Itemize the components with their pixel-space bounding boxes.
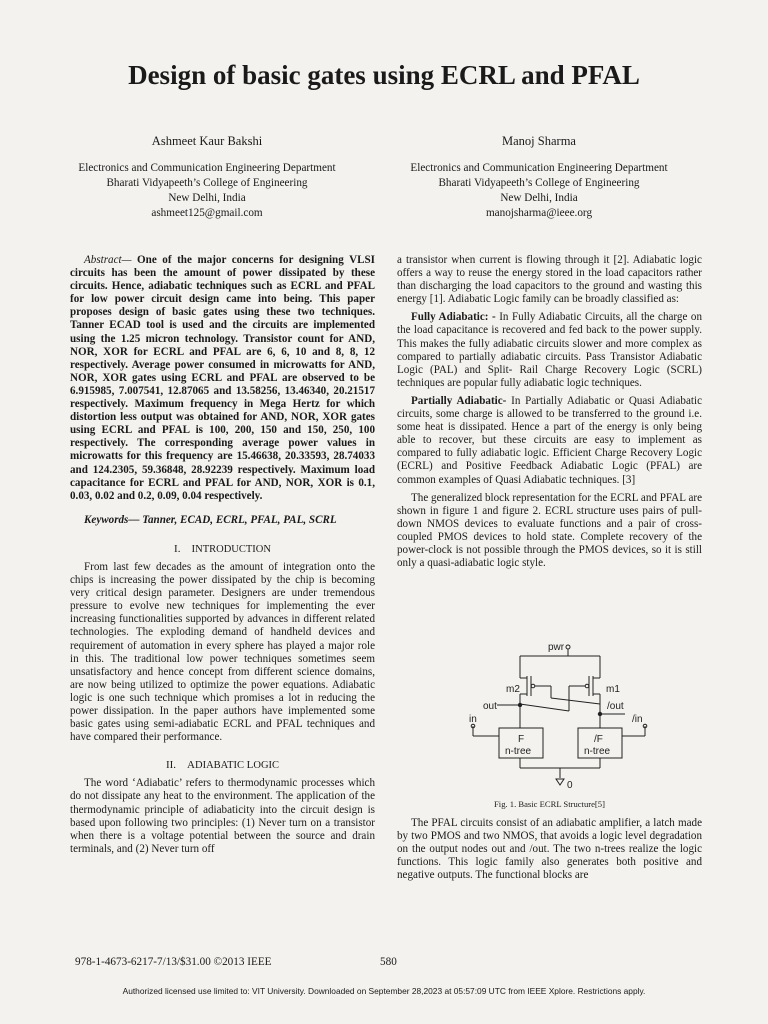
author-dept: Electronics and Communication Engineering Department bbox=[78, 162, 336, 174]
label-nout: /out bbox=[607, 701, 624, 712]
section-numeral: II. bbox=[165, 759, 177, 772]
fully-adiabatic-para bbox=[397, 311, 702, 390]
label-gnd: 0 bbox=[567, 780, 573, 791]
right-para-4: The generalized block representation for the ECRL and PFAL are shown in figure 1 and figure 2. ECRL structure uses pairs of pull-down NMOS devices to evaluate functions and a pair of cross-coupled PMOS devices to hold state. Complete recovery of the power-clock is not possible through the PMOS devices, so it is still only a quasi-adiabatic logic style. bbox=[397, 491, 702, 570]
label-nin: /in bbox=[632, 714, 643, 725]
label-m2: m2 bbox=[506, 684, 520, 695]
section-first-letter: A bbox=[187, 759, 195, 772]
author-name: Manoj Sharma bbox=[502, 134, 576, 148]
author-college: Bharati Vidyapeeth’s College of Engineering bbox=[438, 177, 640, 189]
author-dept: Electronics and Communication Engineering Department bbox=[410, 162, 668, 174]
pwr-node bbox=[566, 645, 570, 649]
left-column bbox=[70, 254, 375, 856]
author-name: Ashmeet Kaur Bakshi bbox=[151, 134, 263, 148]
label-nf: /F bbox=[594, 734, 603, 745]
keywords-label: Keywords— bbox=[84, 513, 140, 526]
fully-adiabatic-text: In Fully Adiabatic Circuits, all the charge on the load capacitance is recovered and fed back to the power supply. This makes the fully adiabatic circuits slower and more complex as compared to partially adiabatic circuits. Pass Transistor Adiabatic Logic (PAL) and Split- Rail Charge Recovery Logic (SCRL) techniques are popular fully adiabatic logic techniques. bbox=[397, 311, 702, 389]
paper-title: Design of basic gates using ECRL and PFAL bbox=[128, 60, 640, 90]
footer-isbn: 978-1-4673-6217-7/13/$31.00 ©2013 IEEE bbox=[75, 956, 272, 968]
author-block-2 bbox=[372, 134, 706, 221]
partially-adiabatic-label: Partially Adiabatic- bbox=[411, 394, 507, 407]
keywords bbox=[70, 514, 375, 527]
author-email: manojsharma@ieee.org bbox=[485, 207, 593, 219]
label-ntree: n-tree bbox=[505, 746, 532, 757]
section-rest-2: OGIC bbox=[253, 760, 280, 772]
right-para-1: a transistor when current is flowing through it [2]. Adiabatic logic offers a way to reuse the energy stored in the load capacitors rather than discharging the load capacitors to the ground and wasting this energy [1]. Adiabatic Logic family can be broadly classified as: bbox=[397, 254, 702, 306]
author-city: New Delhi, India bbox=[168, 192, 246, 204]
label-in: in bbox=[469, 714, 477, 725]
section-heading-adiabatic-logic bbox=[70, 759, 375, 772]
fully-adiabatic-label: Fully Adiabatic: - bbox=[411, 311, 496, 324]
page-number: 580 bbox=[380, 956, 397, 968]
section-heading-introduction bbox=[70, 543, 375, 556]
section-rest: NTRODUCTION bbox=[195, 543, 271, 555]
introduction-text: From last few decades as the amount of integration onto the chips is increasing the power dissipated by the chip is becoming very critical design parameter. Designers are under tremendous pressure to evolve new techniques for implementing the ever increasing functionalities supported by advances in different related technologies. The exploding demand of handheld devices and requirement of automation in every sphere has played a major role in this. The traditional low power techniques sometimes seem unsatisfactory and hence concept from different science domains, are now being utilized to optimize the power equations. Adiabatic logic is one such technique which promises a lot in reducing the power dissipation. In the paper authors have implemented some basic gates using semi-adiabatic ECRL and PFAL techniques and have compared their performance. bbox=[70, 560, 375, 744]
label-out: out bbox=[483, 701, 497, 712]
author-email: ashmeet125@gmail.com bbox=[151, 207, 263, 219]
label-pwr: pwr bbox=[548, 642, 565, 653]
right-para-5: The PFAL circuits consist of an adiabatic amplifier, a latch made by two PMOS and two NMOS, that avoids a logic level degradation on the output nodes out and /out. The two n-trees realize the logic functions. This logic family also generates both positive and negative outputs. The functional blocks are bbox=[397, 817, 702, 882]
authorized-use-notice: Authorized licensed use limited to: VIT University. Downloaded on September 28,2023 at 05:57:09 UTC from IEEE Xplore. Restrictions apply. bbox=[122, 986, 646, 996]
label-m1: m1 bbox=[606, 684, 620, 695]
abstract-label: Abstract— bbox=[84, 254, 132, 266]
label-ntree-2: n-tree bbox=[584, 746, 611, 757]
figure-caption: Fig. 1. Basic ECRL Structure[5] bbox=[494, 799, 605, 809]
ecrl-structure-figure bbox=[455, 636, 650, 794]
right-column-lower bbox=[397, 817, 702, 882]
right-column bbox=[397, 254, 702, 570]
abstract-text: One of the major concerns for designing VLSI circuits has been the amount of power dissipated by these circuits. Hence, adiabatic techniques such as ECRL and PFAL for low power circuit design came into being. This paper proposes design of basic gates using these two techniques. Tanner ECAD tool is used and the circuits are implemented using the 1.25 micron technology. Transistor count for AND, NOR, XOR for ECRL and PFAL are 6, 6, 10 and 8, 8, 12 respectively. Average power consumed in microwatts for AND, NOR, XOR gates using ECRL and PFAL are observed to be 6.915985, 7.007541, 12.87065 and 13.58256, 13.46340, 20.21517 respectively. Maximum frequency in Mega Hertz for which distortion less output was obtained for AND, NOR, XOR gates using ECRL and PFAL is 100, 200, 150 and 150, 250, 100 respectively. The corresponding average power values in microwatts for this frequency are 15.46638, 20.33593, 28.74033 and 124.2305, 59.36848, 28.92239 respectively. Maximum load capacitance for ECRL and PFAL for AND, NOR, XOR is 0.1, 0.03, 0.02 and 0.2, 0.09, 0.04 respectively. bbox=[70, 254, 375, 502]
keywords-text: Tanner, ECAD, ECRL, PFAL, PAL, SCRL bbox=[139, 513, 337, 526]
author-city: New Delhi, India bbox=[500, 192, 578, 204]
author-block-1 bbox=[40, 134, 374, 221]
partially-adiabatic-para bbox=[397, 395, 702, 487]
section-first-letter-2: L bbox=[246, 759, 254, 772]
author-college: Bharati Vidyapeeth’s College of Engineering bbox=[106, 177, 308, 189]
abstract bbox=[70, 254, 375, 503]
partially-adiabatic-text: In Partially Adiabatic or Quasi Adiabatic circuits, some charge is allowed to be transferred to the ground i.e. some heat is dissipated. Hence a part of the energy is only being able to recover, but these circuits are easy to implement as compared to fully adiabatic logic. Efficient Charge Recovery Logic (ECRL) and Positive Feedback Adiabatic Logic (PFAL) are common examples of Quasi Adiabatic techniques. [3] bbox=[397, 394, 702, 486]
section-rest: DIABATIC bbox=[195, 760, 247, 772]
adiabatic-logic-text: The word ‘Adiabatic’ refers to thermodynamic processes which do not dissipate any heat to the environment. The application of the thermodynamic principle of adiabaticity into the circuit design is based upon following two principles: (1) Never turn on a transistor when there is a voltage potential between the source and drain terminals, and (2) Never turn off bbox=[70, 777, 375, 855]
label-f: F bbox=[518, 734, 525, 745]
section-numeral: I. bbox=[174, 542, 181, 555]
section-first-letter: I bbox=[191, 542, 196, 555]
